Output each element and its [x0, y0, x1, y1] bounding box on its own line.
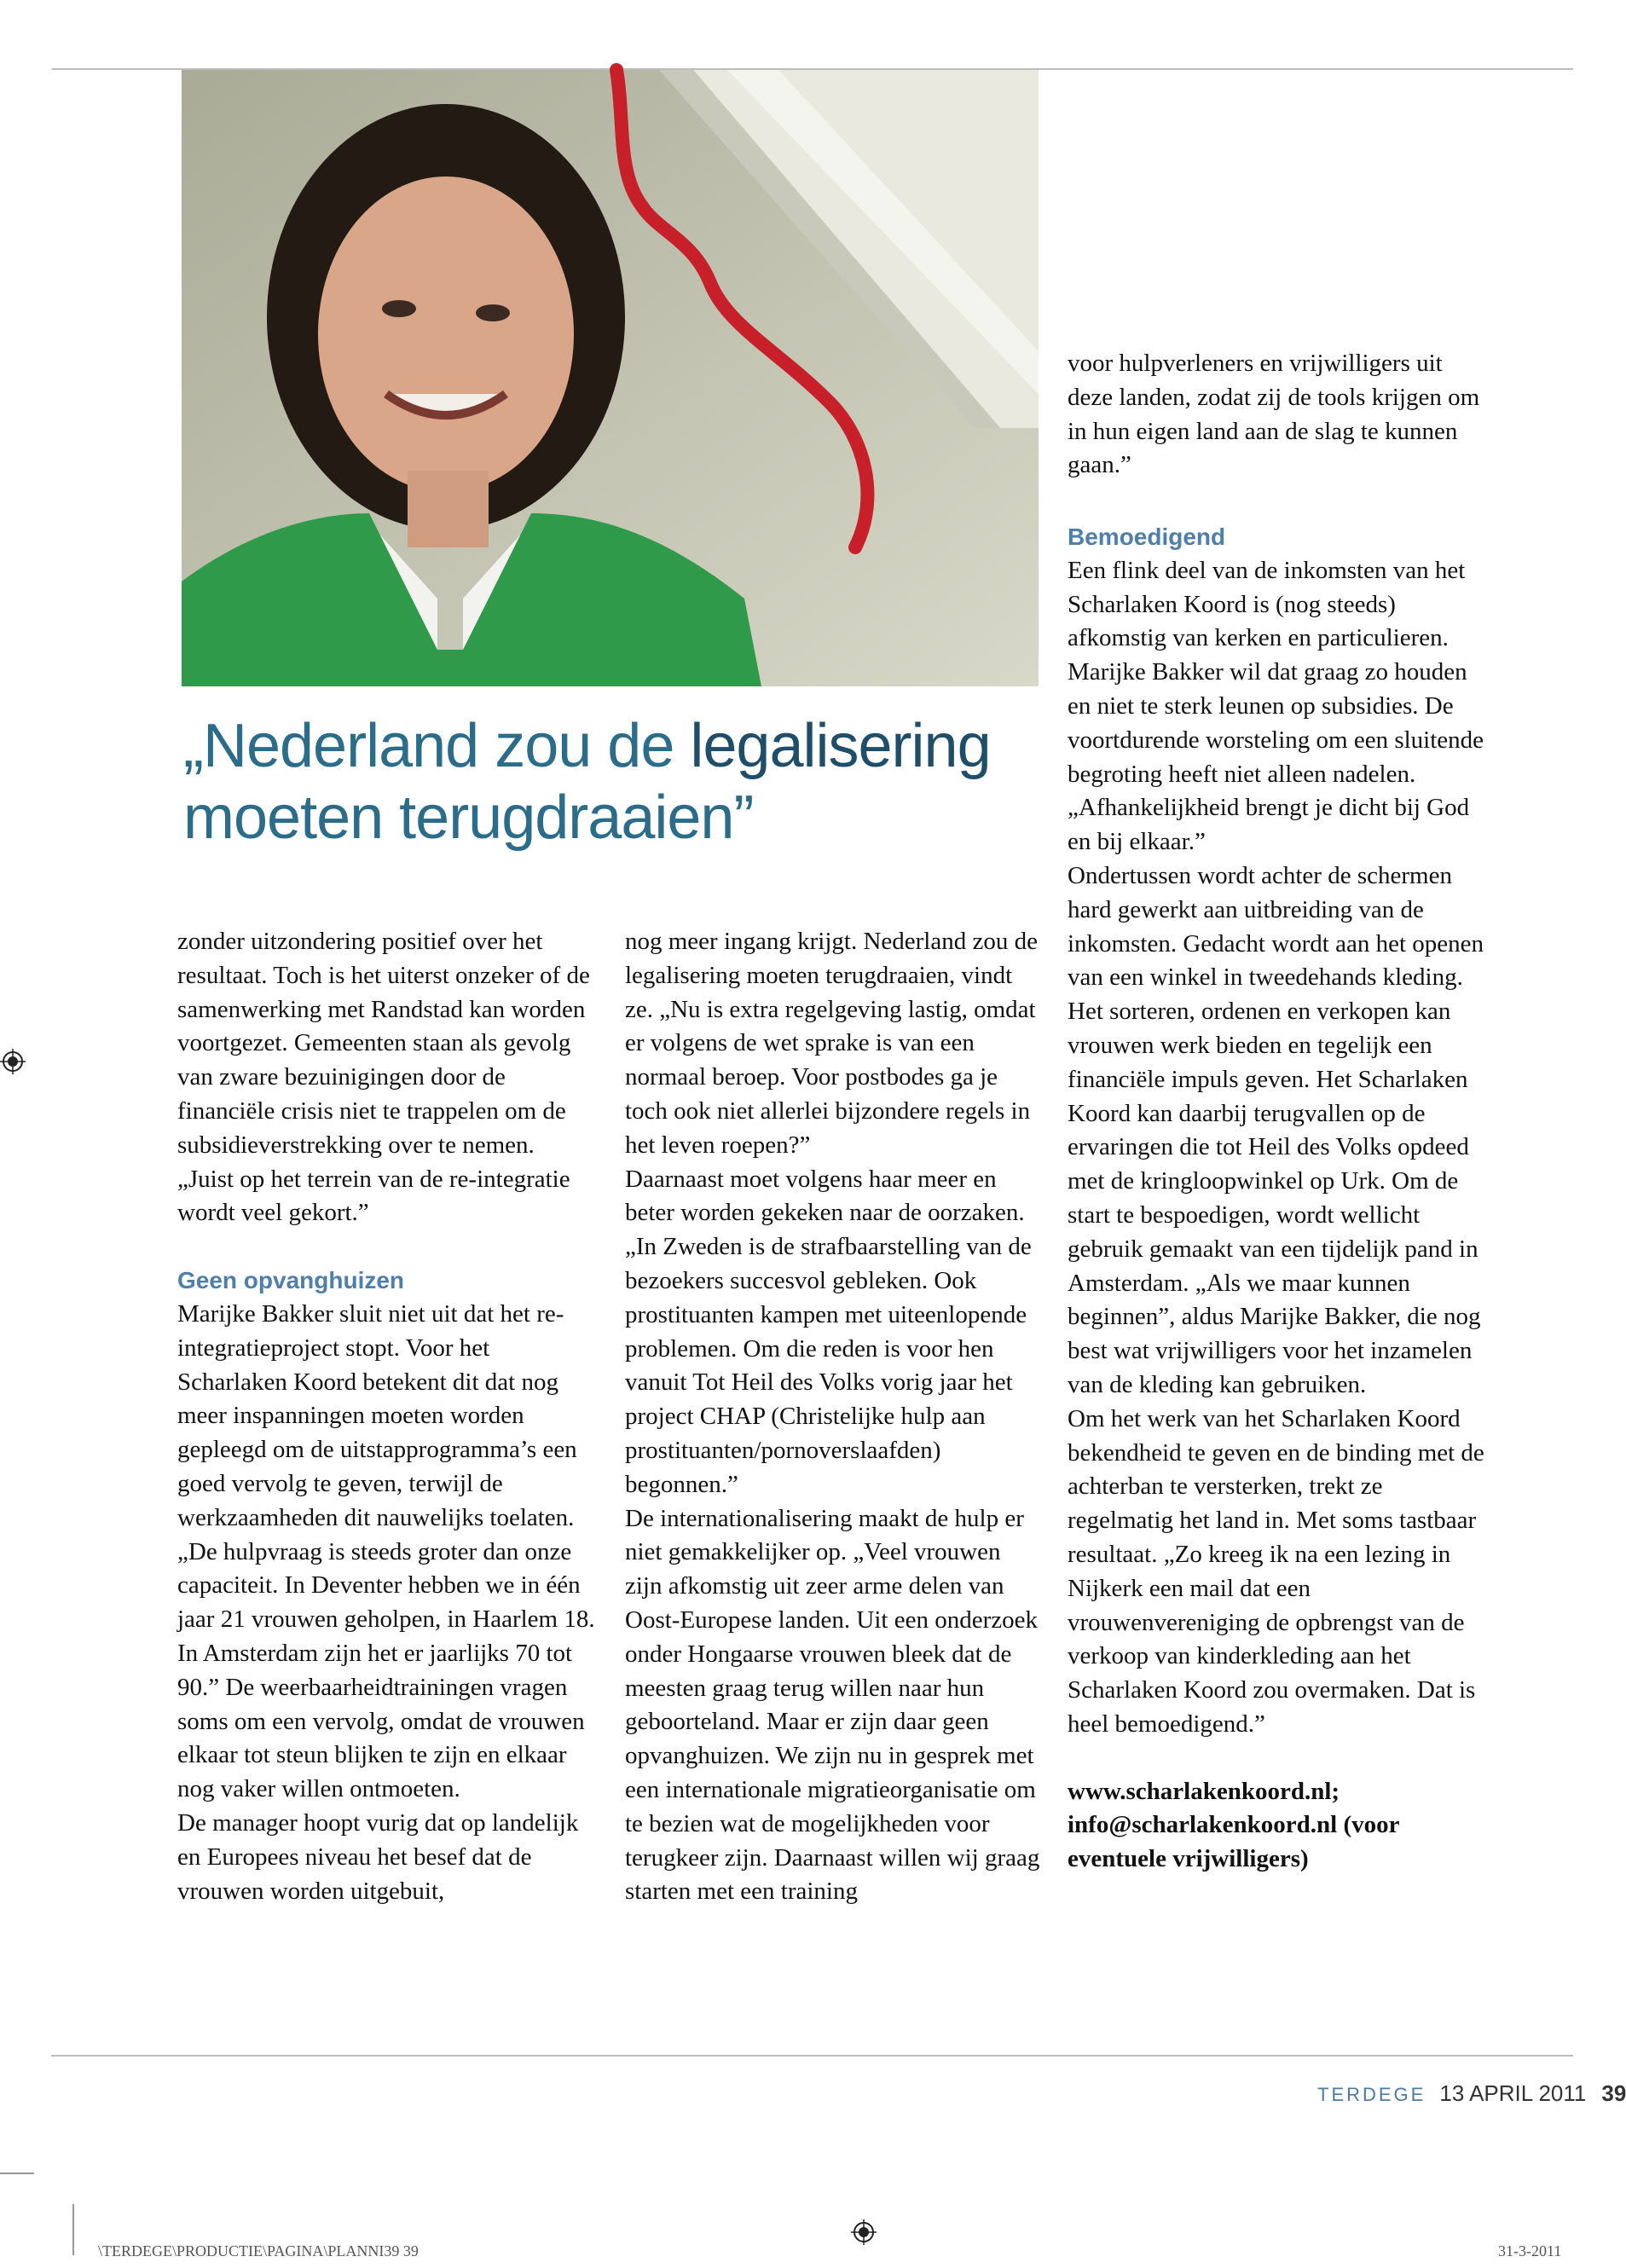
crop-mark [72, 2204, 74, 2255]
paragraph: Daarnaast moet volgens haar meer en beter worden gekeken naar de oorzaken. „In Zweden is de strafbaarstelling van de bezoekers succesvol gebleken. Ook prostituanten kampen met uiteenlopende problemen. Om die reden is voor hen vanuit Tot Heil des Volks vorig jaar het project CHAP (Christelijke hulp aan prostituanten/pornoverslaafden) begonnen.” [625, 1165, 1032, 1498]
registration-mark-icon [851, 2219, 877, 2249]
headline-prefix: „Nederland zou de [183, 712, 691, 780]
registration-mark-icon [0, 1049, 26, 1079]
page-number: 39 [1601, 2080, 1626, 2106]
paragraph: nog meer ingang krijgt. Nederland zou de legalisering moeten terugdraaien, vindt ze. „Nu is extra regelgeving lastig, omdat er volgens de wet sprake is van een normaal beroep. Voor postbodes ga je toch ook niet allerlei bijzondere regels in het leven roepen?” [625, 928, 1038, 1159]
section-heading-bemoedigend: Bemoedigend [1068, 524, 1226, 550]
paragraph: voor hulpverleners en vrijwilligers uit deze landen, zodat zij de tools krijgen om in hun eigen land aan de slag te kunnen gaan.” [1068, 350, 1480, 479]
paragraph: De internationalisering maakt de hulp er niet gemakkelijker op. „Veel vrouwen zijn afkomstig uit zeer arme delen van Oost-Europese landen. Uit een onderzoek onder Hongaarse vrouwen bleek dat de meesten graag terug willen naar hun geboorteland. Maar er zijn daar geen opvanghuizen. We zijn nu in gesprek met een internationale migratieorganisatie om te bezien wat de mogelijkheden voor terugkeer zijn. Daarnaast willen wij graag starten met een training [625, 1504, 1040, 1906]
article-column-3-top [1068, 347, 1494, 483]
website-contact-link[interactable]: www.scharlakenkoord.nl; info@scharlakenkoord.nl (voor eventuele vrijwilligers) [1068, 1777, 1399, 1873]
paragraph: zonder uitzondering positief over het resultaat. Toch is het uiterst onzeker of de samenwerking met Randstad kan worden voortgezet. Gemeenten staan als gevolg van zware bezuinigingen door de financiële crisis niet te trappelen om de subsidieverstrekking over te nemen. „Juist op het terrein van de re-integratie wordt veel gekort.” [177, 928, 590, 1227]
paragraph: Ondertussen wordt achter de schermen hard gewerkt aan uitbreiding van de inkomsten. Gedacht wordt aan het openen van een winkel in tweedehands kleding. Het sorteren, ordenen en verkopen kan vrouwen werk bieden en tegelijk een financiële impuls geven. Het Scharlaken Koord kan daarbij terugvallen op de ervaringen die tot Heil des Volks opdeed met de kringloopwinkel op Urk. Om de start te bespoedigen, wordt wellicht gebruik gemaakt van een tijdelijk pand in Amsterdam. „Als we maar kunnen beginnen”, aldus Marijke Bakker, die nog best wat vrijwilligers voor het inzamelen van de kleding kan gebruiken. [1068, 861, 1484, 1398]
section-heading-geen-opvanghuizen: Geen opvanghuizen [177, 1267, 405, 1294]
paragraph: De manager hoopt vurig dat op landelijk en Europees niveau het besef dat de vrouwen worden uitgebuit, [177, 1808, 579, 1905]
crop-mark [0, 2173, 34, 2174]
slug-date: 31-3-2011 [1498, 2242, 1562, 2259]
bottom-rule [51, 2055, 1573, 2057]
portrait-photo [182, 70, 1039, 686]
headline-highlight: legalisering [690, 712, 991, 780]
paragraph: Een flink deel van de inkomsten van het Scharlaken Koord is (nog steeds) afkomstig van kerken en particulieren. Marijke Bakker wil dat graag zo houden en niet te sterk leunen op subsidies. De voortdurende worsteling om een sluitende begroting heeft niet alleen nadelen. „Afhankelijkheid brengt je dicht bij God en bij elkaar.” [1068, 556, 1484, 856]
portrait-illustration [182, 70, 1039, 686]
magazine-name: TERDEGE [1317, 2084, 1426, 2105]
paragraph: Marijke Bakker sluit niet uit dat het re-integratieproject stopt. Voor het Scharlaken Koord betekent dit dat nog meer inspanningen moeten worden gepleegd om de uitstapprogramma’s een goed vervolg te geven, terwijl de werkzaamheden dit nauwelijks toelaten. „De hulpvraag is steeds groter dan onze capaciteit. In Deventer hebben we in één jaar 21 vrouwen geholpen, in Haarlem 18. In Amsterdam zijn het er jaarlijks 70 tot 90.” De weerbaarheidtrainingen vragen soms om een vervolg, omdat de vrouwen elkaar tot steun blijken te zijn en elkaar nog vaker willen ontmoeten. [177, 1299, 595, 1803]
article-column-1 [177, 925, 595, 1908]
page-footer [1317, 2080, 1626, 2107]
issue-date: 13 APRIL 2011 [1439, 2080, 1587, 2106]
headline-line2: moeten terugdraaien” [183, 784, 754, 852]
pull-quote-headline [183, 710, 1036, 853]
paragraph: Om het werk van het Scharlaken Koord bekendheid te geven en de binding met de achterban te versterken, trekt ze regelmatig het land in. Met soms tastbaar resultaat. „Zo kreeg ik na een lezing in Nijkerk een mail dat een vrouwenvereniging de opbrengst van de verkoop van kinderkleding aan het Scharlaken Koord zou overmaken. Dat is heel bemoedigend.” [1068, 1404, 1484, 1738]
slug-path: \TERDEGE\PRODUCTIE\PAGINA\PLANNI39 39 [98, 2242, 419, 2259]
article-column-3 [1068, 520, 1494, 1877]
article-column-2 [625, 925, 1043, 1909]
